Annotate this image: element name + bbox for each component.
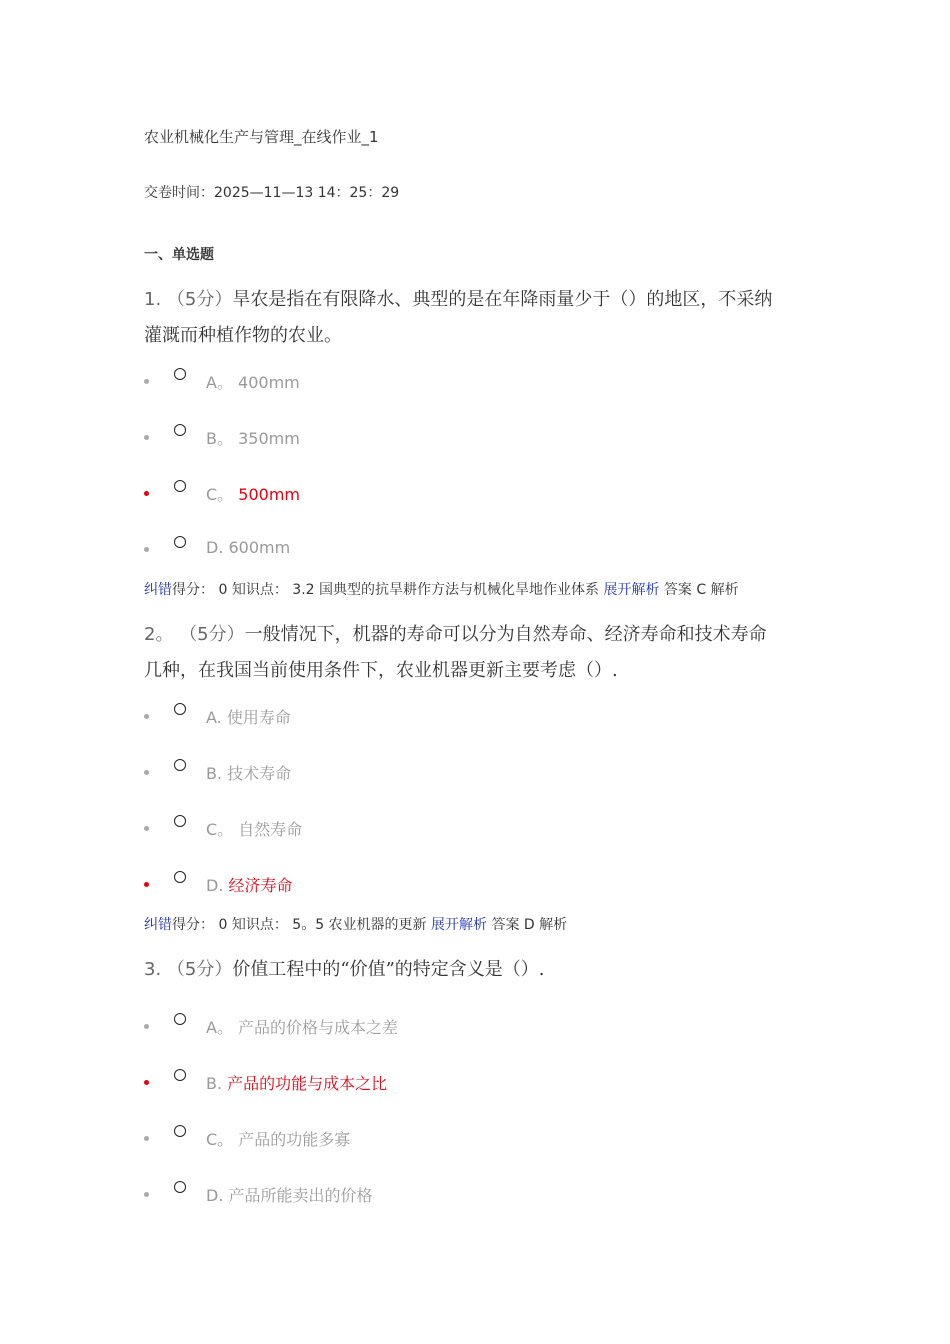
option-label: D.	[206, 538, 224, 557]
correct-error-link[interactable]: 纠错	[144, 582, 172, 598]
question-text-line-1: 旱农是指在有限降水、典型的是在年降雨量少于（）的地区，不采纳	[232, 289, 773, 310]
option-d[interactable]	[206, 1183, 373, 1206]
option-label: B。	[206, 429, 233, 448]
option-c-radio[interactable]	[174, 480, 186, 492]
option-label: A.	[206, 708, 222, 727]
knowledge-label: 知识点：	[231, 917, 288, 933]
expand-analysis-link[interactable]: 展开解析	[431, 917, 487, 933]
analysis-label: 解析	[710, 582, 739, 598]
option-label: B.	[206, 764, 223, 783]
knowledge-value: 5。5 农业机器的更新	[292, 917, 427, 933]
option-a-radio[interactable]	[174, 703, 186, 715]
option-label: C。	[206, 485, 234, 504]
option-text: 400mm	[238, 373, 300, 392]
question-points: （5分）	[166, 959, 233, 980]
score-label: 得分：	[172, 917, 214, 933]
option-bullet	[144, 770, 149, 775]
question-text-line-1: 一般情况下，机器的寿命可以分为自然寿命、经济寿命和技术寿命	[244, 624, 767, 645]
answer-value: C	[696, 582, 707, 598]
option-bullet	[144, 714, 149, 719]
analysis-label: 解析	[539, 917, 568, 933]
option-text: 产品所能卖出的价格	[228, 1186, 373, 1205]
option-text: 350mm	[238, 429, 300, 448]
option-a-radio[interactable]	[174, 368, 186, 380]
question-number: 3.	[144, 959, 162, 980]
option-text-correct: 500mm	[238, 485, 300, 504]
option-label: D.	[206, 876, 224, 895]
option-a[interactable]	[206, 1015, 398, 1038]
question-points: （5分）	[166, 289, 233, 310]
option-c-radio[interactable]	[174, 815, 186, 827]
option-a[interactable]	[206, 705, 291, 728]
option-c[interactable]	[206, 1127, 350, 1150]
option-c[interactable]	[206, 482, 300, 505]
question-3-stem	[144, 955, 545, 981]
option-bullet-correct	[144, 1080, 149, 1085]
option-label: D.	[206, 1186, 224, 1205]
option-text: 技术寿命	[227, 764, 292, 783]
option-text: 600mm	[228, 538, 291, 557]
option-bullet	[144, 1024, 149, 1029]
question-1-feedback	[144, 579, 739, 599]
page-title: 农业机械化生产与管理_在线作业_1	[144, 128, 379, 146]
option-a[interactable]	[206, 370, 300, 393]
score-label: 得分：	[172, 582, 214, 598]
option-label: A。	[206, 373, 233, 392]
option-bullet	[144, 1136, 149, 1141]
score-value: 0	[218, 917, 228, 933]
option-text: 产品的功能多寡	[238, 1130, 351, 1149]
option-c[interactable]	[206, 817, 302, 840]
option-a-radio[interactable]	[174, 1013, 186, 1025]
option-d[interactable]	[206, 873, 293, 896]
section-title: 一、单选题	[144, 247, 214, 263]
option-b-radio[interactable]	[174, 424, 186, 436]
question-text-line-2: 几种，在我国当前使用条件下，农业机器更新主要考虑（）.	[144, 660, 618, 681]
option-b[interactable]	[206, 1071, 387, 1094]
option-bullet-correct	[144, 491, 149, 496]
option-d-radio[interactable]	[174, 871, 186, 883]
option-b[interactable]	[206, 761, 291, 784]
option-d-radio[interactable]	[174, 1181, 186, 1193]
option-bullet	[144, 435, 149, 440]
option-label: A。	[206, 1018, 233, 1037]
option-bullet-correct	[144, 882, 149, 887]
option-c-radio[interactable]	[174, 1125, 186, 1137]
question-number: 1.	[144, 289, 162, 310]
option-b[interactable]	[206, 426, 300, 449]
option-text-correct: 经济寿命	[228, 876, 293, 895]
answer-value: D	[523, 917, 535, 933]
question-points: （5分）	[179, 624, 245, 645]
question-text-line-1: 价值工程中的“价值”的特定含义是（）.	[232, 959, 545, 980]
option-bullet	[144, 1192, 149, 1197]
option-bullet	[144, 379, 149, 384]
option-text-correct: 产品的功能与成本之比	[227, 1074, 388, 1093]
score-value: 0	[218, 582, 228, 598]
question-1-stem	[144, 285, 772, 311]
knowledge-value: 3.2 国典型的抗旱耕作方法与机械化旱地作业体系	[292, 582, 599, 598]
answer-label: 答案	[663, 582, 692, 598]
knowledge-label: 知识点：	[231, 582, 288, 598]
option-bullet	[144, 547, 149, 552]
question-2-stem	[144, 620, 767, 646]
question-2-feedback	[144, 914, 567, 934]
option-text: 使用寿命	[226, 708, 291, 727]
option-d[interactable]	[206, 538, 290, 557]
option-label: C。	[206, 820, 234, 839]
option-bullet	[144, 826, 149, 831]
question-number: 2。	[144, 624, 174, 645]
option-b-radio[interactable]	[174, 1069, 186, 1081]
option-d-radio[interactable]	[174, 536, 186, 548]
answer-label: 答案	[491, 917, 520, 933]
expand-analysis-link[interactable]: 展开解析	[603, 582, 660, 598]
option-label: C。	[206, 1130, 234, 1149]
option-label: B.	[206, 1074, 223, 1093]
question-text-line-2: 灌溉而种植作物的农业。	[144, 325, 342, 346]
option-b-radio[interactable]	[174, 759, 186, 771]
correct-error-link[interactable]: 纠错	[144, 917, 172, 933]
option-text: 自然寿命	[238, 820, 303, 839]
submit-time: 交卷时间：2025—11—13 14：25：29	[144, 185, 400, 201]
option-text: 产品的价格与成本之差	[238, 1018, 399, 1037]
